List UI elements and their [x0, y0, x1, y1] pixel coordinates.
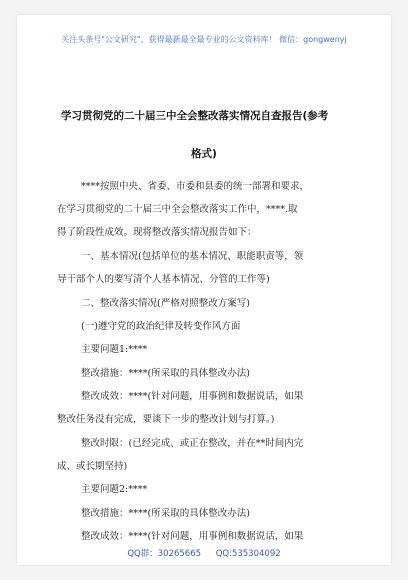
body-line: 一、基本情况(包括单位的基本情况、职能职责等，领: [81, 251, 304, 262]
body-line: 得了阶段性成效。现将整改落实情况报告如下：: [57, 227, 257, 238]
body-line: 整改成效：****(针对问题，用事例和数据说话，如果: [81, 391, 304, 402]
document-title-line-2: 格式): [191, 148, 217, 160]
body-line: 在学习贯彻党的二十届三中全会整改落实工作中，****.取: [57, 204, 298, 215]
footer-qq: QQ:535304092: [215, 549, 281, 559]
body-line: 成、或长期坚持): [57, 461, 128, 472]
body-line: 主要问题2:****: [81, 484, 148, 495]
document-title-line-1: 学习贯彻党的二十届三中全会整改落实情况自查报告(参考: [61, 110, 329, 122]
footer-qq-group: QQ群：30265665: [127, 549, 202, 559]
body-line: 整改措施：****(所采取的具体整改办法): [81, 508, 250, 519]
header-promo-note: 关注头条号"公文研究"，获得最新最全最专业的公文资料库！ 微信：gongwenyj: [61, 35, 347, 44]
document-page: [17, 15, 391, 565]
section-heading: (一)遵守党的政治纪律及转变作风方面: [81, 321, 241, 332]
body-line: 导干部个人的要写清个人基本情况、分管的工作等): [57, 274, 270, 285]
footer-contact: [17, 547, 391, 559]
body-line: 整改措施：****(所采取的具体整改办法): [81, 368, 250, 379]
body-line: 整改任务没有完成，要谈下一步的整改计划与打算。): [57, 414, 275, 425]
body-line: 主要问题1:****: [81, 344, 148, 355]
body-line: 二、整改落实情况(严格对照整改方案写): [81, 298, 250, 309]
body-line: 整改时限：(已经完成、或正在整改，并在**时间内完: [81, 438, 304, 449]
body-line: ****按照中央、省委、市委和县委的统一部署和要求，: [81, 181, 310, 192]
body-line: 整改成效：****(针对问题，用事例和数据说话，如果: [81, 531, 304, 542]
